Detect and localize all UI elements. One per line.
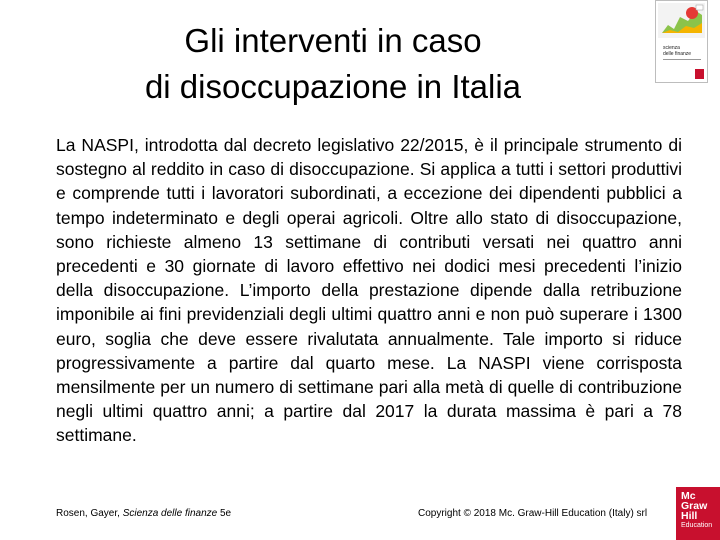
logo-line-2: Graw xyxy=(681,500,708,512)
footer-edition: 5e xyxy=(217,508,232,519)
logo-line-4: Education xyxy=(681,522,713,529)
logo-line-3: Hill xyxy=(681,510,698,522)
cover-divider xyxy=(663,59,701,60)
footer-copyright: Copyright © 2018 Mc. Graw-Hill Education (Italy) srl xyxy=(418,508,648,519)
cover-publisher-logo-icon xyxy=(695,69,704,79)
title-line-1: Gli interventi in caso xyxy=(184,22,482,59)
cover-title-line-1: scienza xyxy=(663,45,680,51)
slide-title xyxy=(60,18,606,110)
logo-line-1: Mc xyxy=(681,490,696,502)
footer-book-title: Scienza delle finanze xyxy=(122,508,218,519)
cover-art-icon xyxy=(658,3,705,38)
footer-citation xyxy=(56,508,231,519)
book-cover-image xyxy=(655,0,708,83)
mcgraw-hill-logo xyxy=(676,487,720,540)
body-paragraph: La NASPI, introdotta dal decreto legislativo 22/2015, è il principale strumento di sostegno al reddito in caso di disoccupazione. Si applica a tutti i settori produttivi e comprende tutti i lavoratori subordinati, a eccezione dei dipendenti pubblici a tempo indeterminato e degli operai agricoli. Oltre allo stato di disoccupazione, sono richieste almeno 13 settimane di contributi versati nei quattro anni precedenti e 30 giornate di lavoro effettivo nei dodici mesi precedenti l’inizio della disoccupazione. L’importo della prestazione dipende dalla retribuzione imponibile ai fini previdenziali degli ultimi quattro anni e non può superare i 1300 euro, soglia che deve essere rivalutata annualmente. Tale importo si riduce progressivamente a partire dal quarto mese. La NASPI viene corrisposta mensilmente per un numero di settimane pari alla metà di quelle di contribuzione negli ultimi quattro anni; a partire dal 2017 la durata massima è pari a 78 settimane. xyxy=(56,135,682,446)
cover-title-line-2: delle finanze xyxy=(663,51,692,57)
title-line-2: di disoccupazione in Italia xyxy=(144,68,522,105)
footer-authors: Rosen, Gayer, xyxy=(56,508,123,519)
